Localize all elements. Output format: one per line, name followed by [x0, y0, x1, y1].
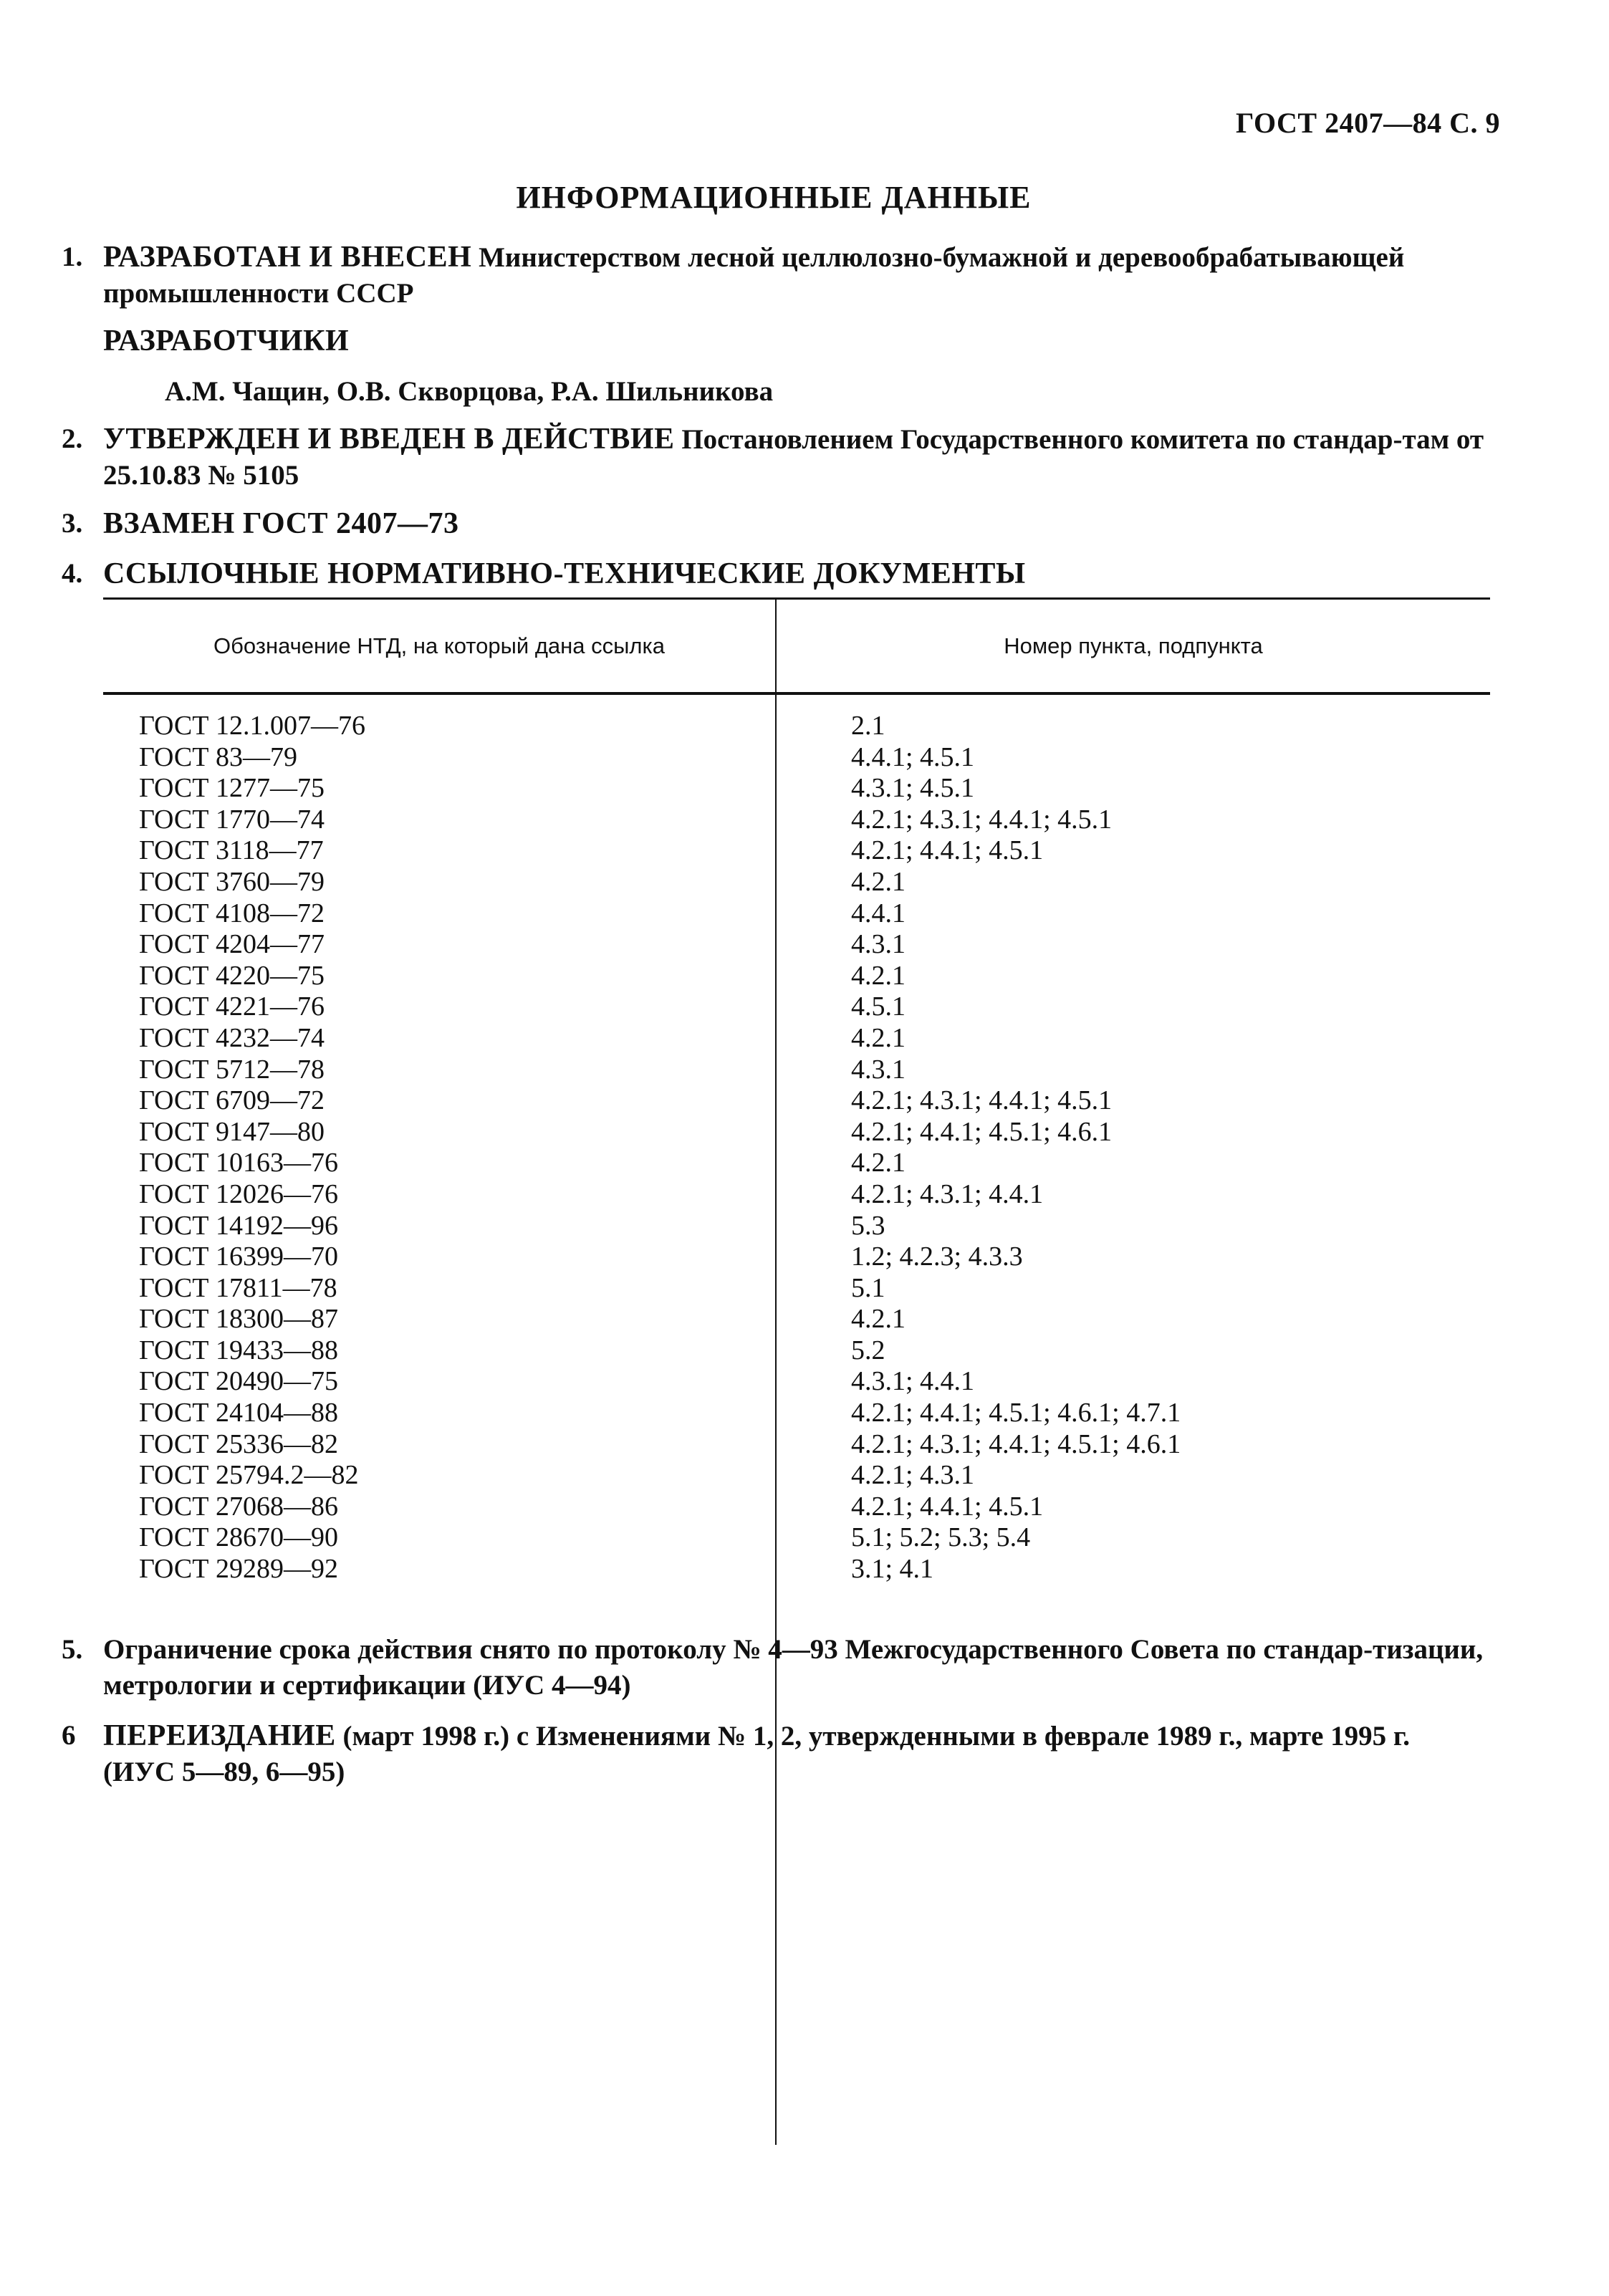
developers-list: А.М. Чащин, О.В. Скворцова, Р.А. Шильникова [165, 376, 774, 407]
table-cell-document: ГОСТ 4232—74 [139, 1022, 325, 1053]
table-cell-document: ГОСТ 4204—77 [139, 929, 325, 960]
table-row [103, 1055, 1490, 1086]
table-header-document: Обозначение НТД, на который дана ссылка [213, 633, 665, 658]
table-row [103, 1554, 1490, 1585]
table-row [103, 1460, 1490, 1492]
table-row [103, 1085, 1490, 1117]
table-cell-clause: 4.2.1; 4.4.1; 4.5.1 [851, 835, 1044, 866]
table-cell-clause: 4.2.1; 4.4.1; 4.5.1 [851, 1491, 1044, 1522]
table-cell-clause: 4.2.1; 4.4.1; 4.5.1; 4.6.1 [851, 1116, 1113, 1147]
table-cell-document: ГОСТ 27068—86 [139, 1491, 338, 1522]
table-cell-document: ГОСТ 3760—79 [139, 866, 325, 897]
item-1-number: 1. [62, 241, 83, 272]
table-cell-document: ГОСТ 19433—88 [139, 1335, 338, 1365]
table-cell-clause: 4.2.1; 4.3.1; 4.4.1; 4.5.1 [851, 1085, 1113, 1116]
item-5-number: 5. [62, 1634, 83, 1665]
table-row [103, 1429, 1490, 1461]
item-6-text: (март 1998 г.) с Изменениями № 1, 2, утвержденными в феврале 1989 г., марте 1995 г. (ИУС 5—89, 6—95) [103, 1721, 1410, 1787]
table-header-rule [103, 692, 1490, 695]
table-cell-document: ГОСТ 29289—92 [139, 1554, 338, 1585]
table-row [103, 773, 1490, 804]
table-cell-clause: 4.3.1 [851, 929, 906, 960]
table-cell-document: ГОСТ 9147—80 [139, 1116, 325, 1147]
table-cell-document: ГОСТ 20490—75 [139, 1366, 338, 1397]
table-row [103, 1366, 1490, 1398]
table-row [103, 1398, 1490, 1429]
table-cell-document: ГОСТ 10163—76 [139, 1148, 338, 1178]
table-cell-document: ГОСТ 28670—90 [139, 1522, 338, 1553]
item-4-number: 4. [62, 558, 83, 589]
item-4-caption: ССЫЛОЧНЫЕ НОРМАТИВНО-ТЕХНИЧЕСКИЕ ДОКУМЕНТЫ [103, 557, 1026, 590]
item-5 [62, 1632, 1484, 1704]
table-cell-document: ГОСТ 5712—78 [139, 1054, 325, 1085]
table-cell-clause: 4.2.1 [851, 1304, 906, 1335]
table-cell-clause: 4.3.1; 4.5.1 [851, 773, 975, 804]
table-cell-clause: 4.3.1; 4.4.1 [851, 1366, 975, 1397]
item-1-caption: РАЗРАБОТАН И ВНЕСЕН [103, 241, 472, 274]
table-cell-document: ГОСТ 16399—70 [139, 1241, 338, 1272]
table-cell-document: ГОСТ 1277—75 [139, 773, 325, 804]
table-cell-document: ГОСТ 12026—76 [139, 1178, 338, 1209]
table-cell-clause: 1.2; 4.2.3; 4.3.3 [851, 1241, 1023, 1272]
table-cell-document: ГОСТ 17811—78 [139, 1272, 337, 1303]
table-cell-document: ГОСТ 1770—74 [139, 804, 325, 835]
item-6 [62, 1718, 1487, 1790]
item-1 [62, 239, 1491, 312]
item-2 [62, 421, 1491, 494]
table-cell-document: ГОСТ 4221—76 [139, 991, 325, 1022]
table-cell-clause: 4.2.1 [851, 1148, 906, 1178]
item-2-caption: УТВЕРЖДЕН И ВВЕДЕН В ДЕЙСТВИЕ [103, 423, 675, 456]
table-header-clause: Номер пункта, подпункта [1004, 633, 1263, 658]
table-cell-document: ГОСТ 25336—82 [139, 1428, 338, 1459]
table-cell-clause: 4.2.1; 4.3.1; 4.4.1; 4.5.1; 4.6.1 [851, 1428, 1181, 1459]
table-row [103, 1273, 1490, 1305]
table-cell-clause: 5.2 [851, 1335, 885, 1365]
item-6-caption: ПЕРЕИЗДАНИЕ [103, 1719, 336, 1752]
table-body [103, 711, 1490, 1585]
table-cell-document: ГОСТ 18300—87 [139, 1304, 338, 1335]
item-1-text: Министерством лесной целлюлозно-бумажной и деревообрабатывающей промышленности СССР [103, 242, 1405, 309]
table-cell-clause: 4.5.1 [851, 991, 906, 1022]
developers-heading: РАЗРАБОТЧИКИ [103, 325, 350, 357]
table-cell-clause: 4.2.1; 4.3.1; 4.4.1; 4.5.1 [851, 804, 1113, 835]
table-row [103, 991, 1490, 1023]
table-cell-clause: 3.1; 4.1 [851, 1554, 934, 1585]
table-top-rule [103, 597, 1490, 600]
page-title: ИНФОРМАЦИОННЫЕ ДАННЫЕ [516, 180, 1032, 215]
table-cell-clause: 2.1 [851, 711, 885, 741]
table-row [103, 742, 1490, 774]
table-cell-clause: 4.2.1 [851, 1022, 906, 1053]
table-row [103, 1117, 1490, 1148]
table-cell-clause: 4.2.1 [851, 866, 906, 897]
table-row [103, 1148, 1490, 1179]
table-cell-clause: 4.2.1 [851, 960, 906, 991]
table-row [103, 804, 1490, 836]
table-cell-document: ГОСТ 4108—72 [139, 898, 325, 928]
table-row [103, 1522, 1490, 1554]
item-3 [62, 506, 1491, 542]
table-cell-clause: 4.3.1 [851, 1054, 906, 1085]
table-row [103, 711, 1490, 742]
table-cell-document: ГОСТ 24104—88 [139, 1398, 338, 1428]
table-row [103, 1179, 1490, 1211]
page-header: ГОСТ 2407—84 С. 9 [1235, 107, 1500, 139]
table-row [103, 835, 1490, 867]
table-row [103, 1304, 1490, 1335]
item-6-number: 6 [62, 1720, 76, 1751]
table-cell-document: ГОСТ 83—79 [139, 741, 297, 772]
item-5-text: Ограничение срока действия снято по протоколу № 4—93 Межгосударственного Совета по стандар-тизации, метрологии и сертификации (ИУС 4—94) [103, 1634, 1484, 1701]
table-cell-document: ГОСТ 25794.2—82 [139, 1460, 359, 1491]
table-row [103, 1492, 1490, 1523]
table-row [103, 961, 1490, 992]
table-cell-clause: 4.4.1 [851, 898, 906, 928]
item-3-caption: ВЗАМЕН ГОСТ 2407—73 [103, 507, 459, 540]
item-4 [62, 556, 1491, 592]
table-cell-document: ГОСТ 12.1.007—76 [139, 711, 365, 741]
table-row [103, 867, 1490, 898]
table-cell-clause: 5.1; 5.2; 5.3; 5.4 [851, 1522, 1031, 1553]
table-row [103, 1023, 1490, 1055]
table-cell-clause: 4.2.1; 4.3.1 [851, 1460, 975, 1491]
table-row [103, 1241, 1490, 1273]
table-cell-clause: 4.2.1; 4.3.1; 4.4.1 [851, 1178, 1044, 1209]
table-row [103, 1211, 1490, 1242]
table-cell-document: ГОСТ 14192—96 [139, 1210, 338, 1241]
table-cell-document: ГОСТ 6709—72 [139, 1085, 325, 1116]
table-cell-clause: 5.3 [851, 1210, 885, 1241]
table-cell-clause: 4.4.1; 4.5.1 [851, 741, 975, 772]
table-cell-clause: 5.1 [851, 1272, 885, 1303]
table-cell-clause: 4.2.1; 4.4.1; 4.5.1; 4.6.1; 4.7.1 [851, 1398, 1181, 1428]
item-2-number: 2. [62, 423, 83, 454]
table-cell-document: ГОСТ 4220—75 [139, 960, 325, 991]
table-row [103, 1335, 1490, 1367]
table-row [103, 929, 1490, 961]
item-2-text: Постановлением Государственного комитета по стандар-там от 25.10.83 № 5105 [103, 424, 1484, 491]
table-cell-document: ГОСТ 3118—77 [139, 835, 324, 866]
item-3-number: 3. [62, 508, 83, 539]
table-row [103, 898, 1490, 930]
